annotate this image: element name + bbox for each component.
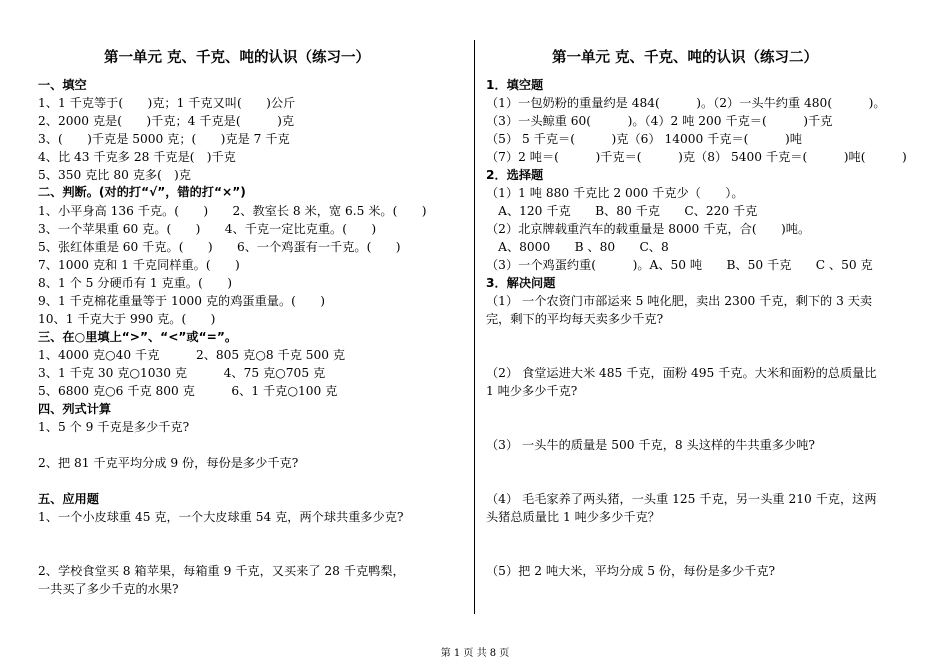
right-section-3-heading: 3．解决问题 — [486, 276, 556, 290]
left-question: 1、5 个 9 千克是多少千克? — [38, 420, 190, 434]
left-question: 10、1 千克大于 990 克。( ) — [38, 312, 216, 326]
left-question: 3、( )千克是 5000 克；( )克是 7 千克 — [38, 132, 290, 146]
right-question: （1） 一个农资门市部运来 5 吨化肥，卖出 2300 千克，剩下的 3 天卖 — [486, 294, 873, 308]
right-question: （2）北京牌载重汽车的载重量是 8000 千克，合( )吨。 — [486, 222, 811, 236]
left-question: 1、小平身高 136 千克。( ) 2、教室长 8 米，宽 6.5 米。( ) — [38, 204, 427, 218]
right-question: （7）2 吨＝( )千克＝( )克（8） 5400 千克＝( )吨( ) — [486, 150, 907, 164]
left-question: 5、张红体重是 60 千克。( ) 6、一个鸡蛋有一千克。( ) — [38, 240, 401, 254]
right-question: （5） 5 千克＝( )克（6） 14000 千克＝( )吨 — [486, 132, 802, 146]
left-section-3-heading: 三、在○里填上“>”、“<”或“=”。 — [38, 330, 238, 344]
right-question: 头猪总质量比 1 吨少多少千克？ — [486, 510, 660, 524]
left-question: 8、1 个 5 分硬币有 1 克重。( ) — [38, 276, 232, 290]
left-question: 5、6800 克○6 千克 800 克 6、1 千克○100 克 — [38, 384, 338, 398]
left-question: 2、把 81 千克平均分成 9 份，每份是多少千克? — [38, 456, 299, 470]
left-question: 3、一个苹果重 60 克。( ) 4、千克一定比克重。( ) — [38, 222, 377, 236]
left-question: 7、1000 克和 1 千克同样重。( ) — [38, 258, 240, 272]
right-question: （3）一个鸡蛋约重( )。A、50 吨 B、50 千克 C 、50 克 — [486, 258, 873, 272]
left-question: 1、1 千克等于( )克；1 千克又叫( )公斤 — [38, 96, 296, 110]
left-question: 4、比 43 千克多 28 千克是( )千克 — [38, 150, 236, 164]
right-section-1-heading: 1．填空题 — [486, 78, 544, 92]
right-question: （2） 食堂运进大米 485 千克，面粉 495 千克。大米和面粉的总质量比 — [486, 366, 877, 380]
right-question: A、8000 B 、80 C、8 — [486, 240, 669, 254]
page-footer: 第 1 页 共 8 页 — [440, 648, 510, 659]
left-question: 3、1 千克 30 克○1030 克 4、75 克○705 克 — [38, 366, 326, 380]
left-question: 2、2000 克是( )千克；4 千克是( )克 — [38, 114, 295, 128]
column-divider — [474, 40, 475, 614]
right-question: （1）1 吨 880 千克比 2 000 千克少（ ）。 — [486, 186, 744, 200]
left-question: 2、学校食堂买 8 箱苹果，每箱重 9 千克，又买来了 28 千克鸭梨， — [38, 564, 405, 578]
right-question: （3） 一头牛的质量是 500 千克，8 头这样的牛共重多少吨? — [486, 438, 815, 452]
left-section-5-heading: 五、应用题 — [38, 492, 99, 506]
right-question: 1 吨少多少千克? — [486, 384, 578, 398]
right-question: 完，剩下的平均每天卖多少千克? — [486, 312, 664, 326]
right-question: （3）一头鲸重 60( )。（4）2 吨 200 千克＝( )千克 — [486, 114, 833, 128]
left-question: 1、4000 克○40 千克 2、805 克○8 千克 500 克 — [38, 348, 346, 362]
left-question: 一共买了多少千克的水果? — [38, 582, 179, 596]
right-page-title: 第一单元 克、千克、吨的认识（练习二） — [552, 50, 819, 66]
left-section-4-heading: 四、列式计算 — [38, 402, 112, 416]
right-question: （5）把 2 吨大米，平均分成 5 份，每份是多少千克? — [486, 564, 776, 578]
right-question: （4） 毛毛家养了两头猪，一头重 125 千克，另一头重 210 千克，这两 — [486, 492, 877, 506]
right-question: A、120 千克 B、80 千克 C、220 千克 — [486, 204, 758, 218]
right-section-2-heading: 2．选择题 — [486, 168, 544, 182]
right-question: （1）一包奶粉的重量约是 484( )。（2）一头牛约重 480( )。 — [486, 96, 886, 110]
left-page-title: 第一单元 克、千克、吨的认识（练习一） — [104, 50, 371, 66]
left-section-1-heading: 一、填空 — [38, 78, 87, 92]
left-question: 9、1 千克棉花重量等于 1000 克的鸡蛋重量。( ) — [38, 294, 326, 308]
left-question: 5、350 克比 80 克多( )克 — [38, 168, 191, 182]
left-section-2-heading: 二、判断。(对的打“√”，错的打“×”) — [38, 185, 246, 199]
left-question: 1、一个小皮球重 45 克，一个大皮球重 54 克，两个球共重多少克? — [38, 510, 404, 524]
